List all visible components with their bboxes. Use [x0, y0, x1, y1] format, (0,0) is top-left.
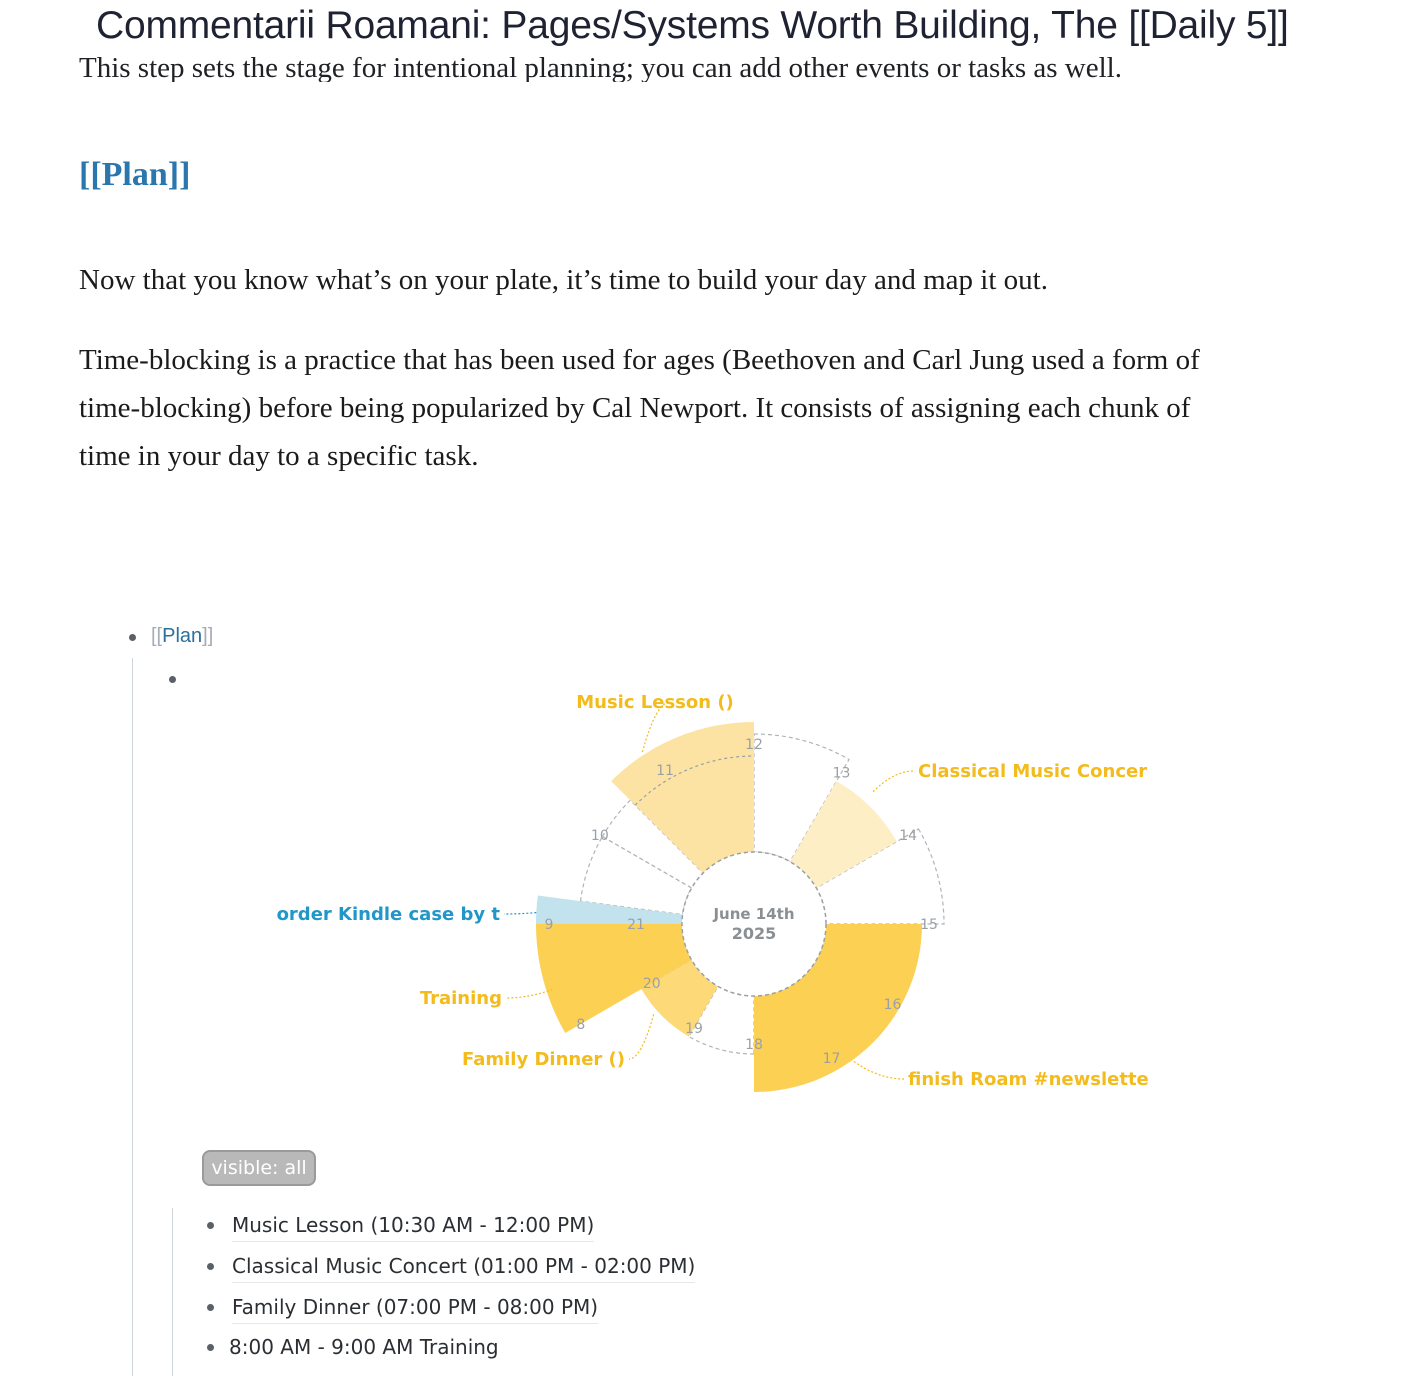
event-label: finish Roam #newslette — [908, 1069, 1149, 1090]
plan-heading[interactable]: [[Plan]] — [79, 156, 191, 193]
event-item-family-dinner[interactable]: Family Dinner (07:00 PM - 08:00 PM) — [232, 1295, 598, 1324]
ref-close-bracket: ]] — [202, 625, 214, 647]
events-guide-line — [172, 1208, 173, 1376]
hour-tick-label: 12 — [745, 737, 763, 753]
event-label: Music Lesson () — [576, 692, 734, 713]
hour-tick-label: 13 — [832, 765, 851, 782]
event-label-leader — [506, 990, 552, 998]
event-label: Family Dinner () — [461, 1049, 625, 1070]
event-item-music-lesson[interactable]: Music Lesson (10:30 AM - 12:00 PM) — [232, 1213, 594, 1242]
hour-tick-label: 14 — [899, 828, 918, 844]
event-label: Classical Music Concer — [918, 761, 1148, 782]
hour-tick-label: 20 — [642, 976, 661, 992]
visible-filter-button[interactable]: visible: all — [202, 1150, 316, 1186]
previous-paragraph: This step sets the stage for intentional planning; you can add other events or tasks as well. — [79, 52, 1122, 82]
event-label: Training — [419, 988, 502, 1009]
hour-tick-label: 15 — [920, 917, 938, 933]
event-item-training[interactable]: 8:00 AM - 9:00 AM Training — [229, 1335, 499, 1359]
page-title: Commentarii Roamani: Pages/Systems Worth Building, The [[Daily 5]] — [96, 4, 1289, 47]
paragraph-time-blocking: Time-blocking is a practice that has been used for ages (Beethoven and Carl Jung used a form of time-blocking) before being popularized by Cal Newport. It consists of assigning each chunk of time in your day to a specific task. — [79, 344, 1200, 472]
hour-tick-label: 17 — [822, 1051, 841, 1068]
event-label-leader — [873, 771, 914, 792]
paragraph-intro: Now that you know what’s on your plate, it’s time to build your day and map it out. — [79, 264, 1048, 296]
center-date-line1: June 14th — [713, 905, 795, 923]
hour-tick-label: 18 — [745, 1037, 763, 1053]
hour-tick-label: 10 — [590, 828, 609, 844]
event-bullet[interactable] — [207, 1222, 214, 1229]
hour-tick-label: 19 — [685, 1020, 703, 1037]
event-bullet[interactable] — [207, 1263, 214, 1270]
event-label-leader — [504, 913, 536, 914]
event-label-leader — [629, 1014, 654, 1059]
center-date-line2: 2025 — [731, 924, 777, 943]
hour-tick-label: 16 — [883, 997, 902, 1013]
event-item-concert[interactable]: Classical Music Concert (01:00 PM - 02:00 PM) — [232, 1254, 695, 1283]
event-bullet[interactable] — [207, 1344, 214, 1351]
ref-link-plan[interactable]: Plan — [162, 625, 203, 647]
hour-tick-label: 11 — [656, 762, 674, 779]
event-bullet[interactable] — [207, 1304, 214, 1311]
hour-tick-label: 21 — [627, 917, 645, 933]
event-label-leader — [854, 1062, 904, 1079]
hour-tick-label: 9 — [544, 917, 554, 933]
hour-tick-label: 8 — [576, 1017, 586, 1033]
ref-open-bracket: [[ — [151, 625, 163, 647]
event-label: order Kindle case by t — [276, 904, 500, 925]
